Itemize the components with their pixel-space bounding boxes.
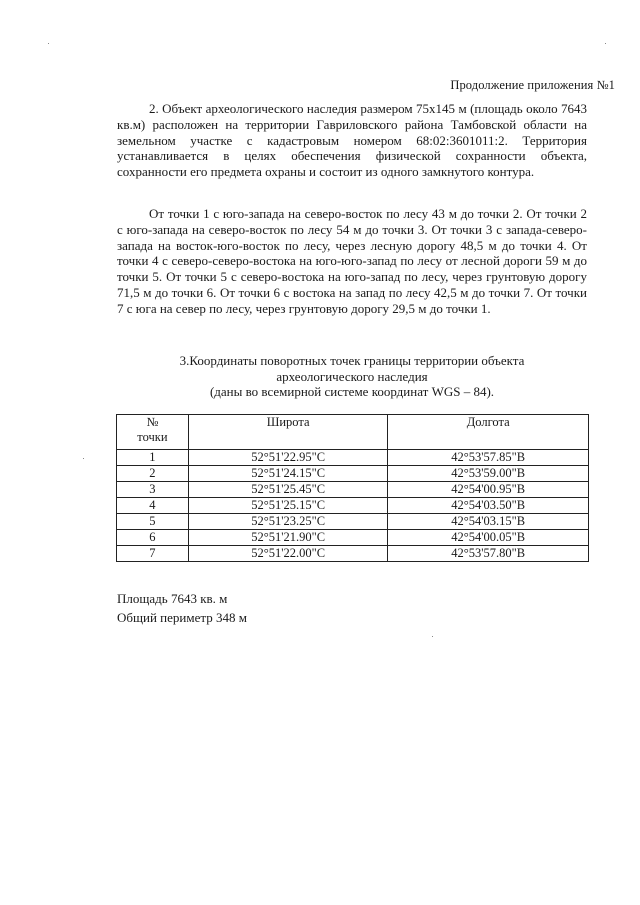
summary-footer bbox=[117, 589, 247, 627]
table-row bbox=[117, 482, 589, 498]
latitude-cell: 52°51'21.90"С bbox=[188, 530, 388, 546]
object-description-paragraph bbox=[117, 101, 587, 180]
longitude-cell: 42°53'57.85"В bbox=[388, 450, 589, 466]
table-row bbox=[117, 498, 589, 514]
object-description-text: 2. Объект археологического наследия размером 75х145 м (площадь около 7643 кв.м) расположен на территории Гавриловского района Тамбовской области на земельном участке с кадастровым номером 68:02:3601011:2. Территория устанавливается в целях обеспечения физической сохранности объекта, сохранности его предмета охраны и состоит из одного замкнутого контура. bbox=[117, 101, 587, 180]
point-number-cell: 6 bbox=[117, 530, 189, 546]
table-header-row bbox=[117, 415, 589, 450]
section-title-line: (даны во всемирной системе координат WGS – 84). bbox=[209, 384, 495, 399]
longitude-cell: 42°54'00.05"В bbox=[388, 530, 589, 546]
longitude-cell: 42°54'00.95"В bbox=[388, 482, 589, 498]
latitude-cell: 52°51'24.15"С bbox=[188, 466, 388, 482]
section-title-line: археологического наследия bbox=[276, 368, 428, 384]
scan-speck bbox=[83, 458, 84, 459]
scan-speck bbox=[432, 636, 433, 637]
point-number-cell: 3 bbox=[117, 482, 189, 498]
latitude-cell: 52°51'25.15"С bbox=[188, 498, 388, 514]
table-row bbox=[117, 450, 589, 466]
point-number-cell: 5 bbox=[117, 514, 189, 530]
table-row bbox=[117, 514, 589, 530]
latitude-cell: 52°51'23.25"С bbox=[188, 514, 388, 530]
point-number-cell: 7 bbox=[117, 546, 189, 562]
longitude-cell: 42°53'57.80"В bbox=[388, 546, 589, 562]
point-number-cell: 1 bbox=[117, 450, 189, 466]
scan-speck bbox=[605, 43, 606, 44]
latitude-header: Широта bbox=[188, 415, 388, 450]
table-row bbox=[117, 530, 589, 546]
longitude-cell: 42°54'03.50"В bbox=[388, 498, 589, 514]
longitude-cell: 42°53'59.00"В bbox=[388, 466, 589, 482]
perimeter-line: Общий периметр 348 м bbox=[117, 610, 247, 625]
scan-speck bbox=[48, 43, 49, 44]
point-number-cell: 2 bbox=[117, 466, 189, 482]
appendix-continuation-note: Продолжение приложения №1 bbox=[450, 78, 615, 92]
coordinates-section-title bbox=[117, 353, 587, 400]
point-number-cell: 4 bbox=[117, 498, 189, 514]
latitude-cell: 52°51'22.00"С bbox=[188, 546, 388, 562]
header-text: точки bbox=[137, 430, 168, 444]
latitude-cell: 52°51'22.95"С bbox=[188, 450, 388, 466]
header-text: № bbox=[146, 415, 159, 429]
boundary-description-text: От точки 1 с юго-запада на северо-восток по лесу 43 м до точки 2. От точки 2 с юго-запада на северо-восток по лесу 54 м до точки 3. От точки 3 с запада-северо-запада на восток-юго-восток по лесу, через лесную дорогу 48,5 м до точки 4. От точки 4 с северо-северо-востока на юго-юго-запад по лесу от лесной дороги 59 м до точки 5. От точки 5 с северо-востока на юго-запад по лесу, через грунтовую дорогу 71,5 м до точки 6. От точки 6 с востока на запад по лесу 42,5 м до точки 7. От точки 7 с юга на север по лесу, через грунтовую дорогу 29,5 м до точки 1. bbox=[117, 206, 587, 316]
longitude-header: Долгота bbox=[388, 415, 589, 450]
table-row bbox=[117, 466, 589, 482]
longitude-cell: 42°54'03.15"В bbox=[388, 514, 589, 530]
coordinates-table bbox=[116, 414, 589, 562]
point-number-header bbox=[117, 415, 189, 450]
latitude-cell: 52°51'25.45"С bbox=[188, 482, 388, 498]
section-title-line: 3.Координаты поворотных точек границы территории объекта bbox=[179, 353, 525, 368]
area-line: Площадь 7643 кв. м bbox=[117, 591, 228, 606]
table-row bbox=[117, 546, 589, 562]
boundary-description-paragraph bbox=[117, 206, 587, 317]
